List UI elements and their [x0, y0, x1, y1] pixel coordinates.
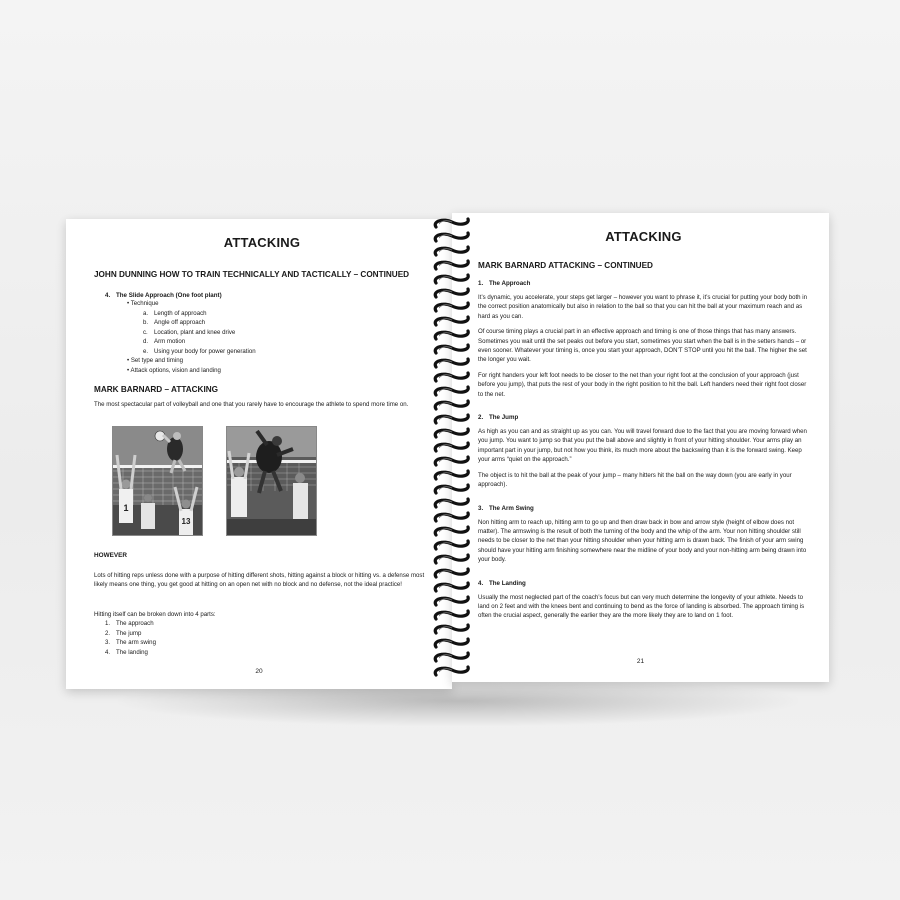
left-page — [66, 219, 452, 689]
left-page-title: ATTACKING — [223, 235, 301, 250]
paragraph: Non hitting arm to reach up, hitting arm to go up and then draw back in bow and arrow style (height of elbow does not matter). The armswing is the result of both the turning of the body and the whip of the arm. Your non hitting shoulder still needs to be closer to the net than your hitting shoulder when your hitting arm is drawn back. The finish of your arm swing should have your hitting arm finishing somewhere near the midline of your body and your non-hitting arm being drawn into your body. — [478, 518, 807, 564]
list-item — [105, 629, 156, 639]
paragraph: The object is to hit the ball at the peak of your jump – many hitters hit the ball on the way down (you are early in your approach). — [478, 471, 792, 489]
list-item — [143, 347, 430, 357]
parts-list — [105, 619, 156, 657]
mark-barnard-continued-heading: MARK BARNARD ATTACKING – CONTINUED — [478, 261, 653, 270]
jump-heading — [478, 414, 809, 421]
paragraph: For right handers your left foot needs to be closer to the net than your right foot at the conclusion of your approach (just before you jump), that puts the rest of your body in the right position to hit the ball. Left handers need their right foot closer to the net. — [478, 371, 807, 398]
section-number: 3. — [478, 504, 484, 512]
list-text: The approach — [116, 620, 154, 627]
intro-text: The most spectacular part of volleyball and one that you rarely have to encourage the athlete to spend more time on. — [94, 401, 409, 408]
list-number: 1. — [105, 620, 111, 627]
however-heading: HOWEVER — [94, 552, 128, 559]
section-title: The Arm Swing — [489, 504, 534, 512]
list-text: The landing — [116, 648, 148, 656]
section-title: The Landing — [489, 579, 526, 587]
list-letter: d. — [143, 338, 149, 345]
item-number: 4. — [105, 292, 111, 299]
list-text: Arm motion — [154, 338, 186, 345]
volleyball-photo-1 — [113, 427, 202, 535]
spiral-coils — [435, 219, 468, 675]
paragraph: Usually the most neglected part of the coach’s focus but can very much determine the longevity of your athlete. Needs to land on 2 feet and with the knees bent and continuing to bend as the force of landing is absorbed. The approach timing is often the crucial aspect, generally the earlier they are the more likely they are to land on 1 foot. — [478, 593, 805, 620]
however-text: Lots of hitting reps unless done with a purpose of hitting different shots, hitting against a block or hitting vs. a defense most likely means one thing, you get good at hitting on an open net with no block and no defense, not the ideal practice! — [94, 572, 425, 589]
photo-spike — [226, 426, 317, 536]
photo-blockers — [112, 426, 203, 536]
list-text: Using your body for power generation — [154, 347, 256, 355]
section-number: 1. — [478, 280, 484, 287]
bullet-label: Attack options, vision and landing — [130, 366, 221, 374]
mark-barnard-heading: MARK BARNARD – ATTACKING — [94, 385, 219, 394]
item-title: The Slide Approach (One foot plant) — [116, 292, 222, 299]
jersey-number: 1 — [123, 503, 129, 513]
list-text: Angle off approach — [154, 319, 206, 326]
section-title: The Jump — [489, 414, 519, 422]
landing-heading — [478, 580, 809, 587]
list-letter: b. — [143, 319, 149, 326]
slide-approach-block — [105, 292, 430, 375]
list-text: The arm swing — [116, 639, 156, 646]
bullet-set-type: • Set type and timing — [127, 357, 183, 364]
right-page-title: ATTACKING — [605, 229, 682, 244]
list-letter: a. — [143, 309, 149, 317]
list-text: Length of approach — [154, 309, 207, 317]
jersey-number: 13 — [181, 517, 191, 526]
bullet-technique: • Technique — [127, 300, 159, 307]
list-item — [105, 619, 156, 629]
left-page-number: 20 — [255, 668, 263, 675]
section-number: 2. — [478, 414, 484, 422]
slide-approach-title — [105, 292, 430, 299]
list-number: 4. — [105, 648, 111, 656]
list-letter: c. — [143, 328, 148, 336]
section-title: The Approach — [489, 280, 531, 287]
paragraph: Of course timing plays a crucial part in an effective approach and timing is one of those things that has many answers. Sometimes you wait until the set peaks out before you start, sometimes you start when the ball is in the setters hands – or even sooner. Whatever your timing is, once you start your approach, DON’T STOP until you hit the ball. The higher the set the longer you wait. — [478, 328, 807, 364]
paragraph: It’s dynamic, you accelerate, your steps get larger – however you want to phrase it, it’s crucial for putting your body both in the correct position anatomically but also in relation to the ball so that you can hit the ball at your maximum reach and as hard as you can. — [478, 294, 808, 320]
right-page — [452, 213, 829, 682]
list-letter: e. — [143, 347, 149, 355]
bullet-label: Set type and timing — [130, 357, 183, 364]
list-item — [143, 328, 430, 338]
list-number: 3. — [105, 639, 111, 646]
paragraph: As high as you can and as straight up as you can. You will travel forward due to the fact that you are moving forward when you jump. You want to jump so that you put the ball above and slightly in front of your hitting shoulder. Your arms play an important part in your jump, but not how you think, its much more about the backswing than it is the forward swing. Keep your arms “quiet on the approach.” — [478, 428, 807, 464]
technique-list — [143, 309, 430, 357]
list-item — [105, 648, 156, 658]
john-dunning-heading: JOHN DUNNING HOW TO TRAIN TECHNICALLY AND TACTICALLY – CONTINUED — [94, 270, 410, 279]
list-item — [143, 318, 430, 328]
spiral-binding — [430, 215, 474, 685]
volleyball-photo-2 — [227, 427, 316, 535]
list-item — [105, 638, 156, 648]
list-item — [143, 337, 430, 347]
list-text: Location, plant and knee drive — [154, 328, 236, 336]
list-text: The jump — [116, 629, 142, 637]
approach-heading — [478, 280, 809, 287]
arm-swing-heading — [478, 505, 809, 512]
right-page-number: 21 — [636, 658, 645, 665]
list-number: 2. — [105, 629, 111, 637]
list-item — [143, 309, 430, 319]
parts-intro: Hitting itself can be broken down into 4 parts: — [94, 611, 216, 618]
bullet-attack-options: • Attack options, vision and landing — [127, 366, 221, 374]
bullet-label: Technique — [130, 300, 159, 307]
section-number: 4. — [478, 579, 484, 587]
